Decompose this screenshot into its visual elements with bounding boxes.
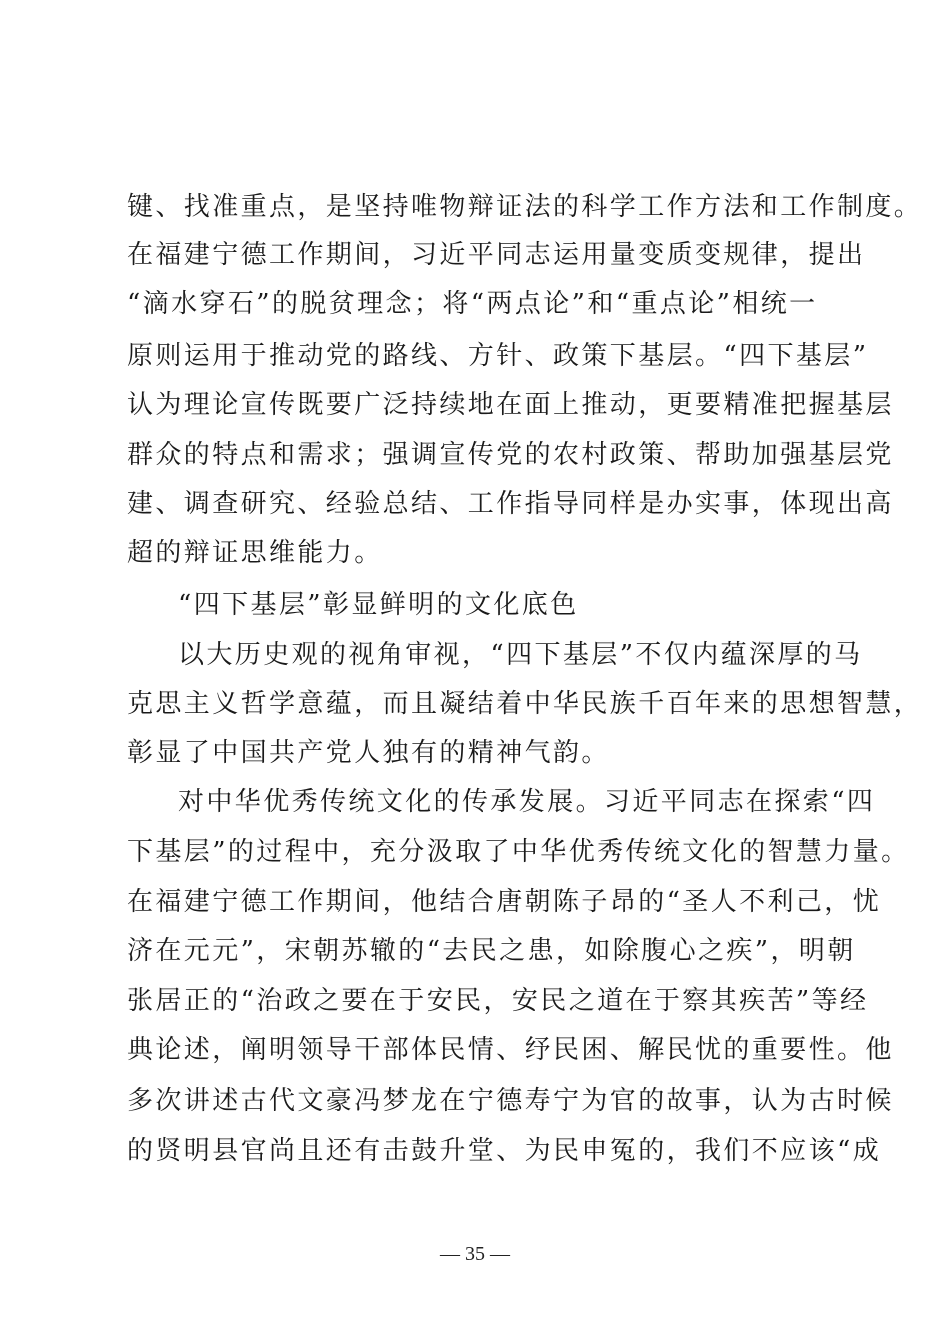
body-text-line: 典论述，阐明领导干部体民情、纾民困、解民忧的重要性。他 (127, 1035, 894, 1065)
body-text-line: 认为理论宣传既要广泛持续地在面上推动，更要精准把握基层 (127, 390, 894, 420)
body-text-line: 对中华优秀传统文化的传承发展。习近平同志在探索“四 (178, 787, 876, 817)
body-text-line: 彰显了中国共产党人独有的精神气韵。 (127, 738, 610, 768)
body-text-line: 下基层”的过程中，充分汲取了中华优秀传统文化的智慧力量。 (127, 837, 910, 867)
body-text-line: 超的辩证思维能力。 (127, 538, 383, 568)
body-text-line: 济在元元”，宋朝苏辙的“去民之患，如除腹心之疾”，明朝 (127, 936, 856, 966)
body-text-line: 建、调查研究、经验总结、工作指导同样是办实事，体现出高 (127, 489, 894, 519)
body-text-line: 克思主义哲学意蕴，而且凝结着中华民族千百年来的思想智慧， (127, 689, 923, 719)
body-text-line: 在福建宁德工作期间，他结合唐朝陈子昂的“圣人不利己，忧 (127, 887, 882, 917)
section-heading: “四下基层”彰显鲜明的文化底色 (178, 590, 579, 620)
body-text-line: “滴水穿石”的脱贫理念；将“两点论”和“重点论”相统一 (127, 289, 818, 319)
body-text-line: 群众的特点和需求；强调宣传党的农村政策、帮助加强基层党 (127, 440, 894, 470)
body-text-line: 原则运用于推动党的路线、方针、政策下基层。“四下基层” (127, 341, 869, 371)
page-number: — 35 — (440, 1243, 510, 1265)
body-text-line: 以大历史观的视角审视，“四下基层”不仅内蕴深厚的马 (178, 640, 863, 670)
body-text-line: 在福建宁德工作期间，习近平同志运用量变质变规律，提出 (127, 240, 866, 270)
body-text-line: 键、找准重点，是坚持唯物辩证法的科学工作方法和工作制度。 (127, 192, 923, 222)
body-text-line: 的贤明县官尚且还有击鼓升堂、为民申冤的，我们不应该“成 (127, 1136, 882, 1166)
body-text-line: 多次讲述古代文豪冯梦龙在宁德寿宁为官的故事，认为古时候 (127, 1086, 894, 1116)
body-text-line: 张居正的“治政之要在于安民，安民之道在于察其疾苦”等经 (127, 986, 869, 1016)
